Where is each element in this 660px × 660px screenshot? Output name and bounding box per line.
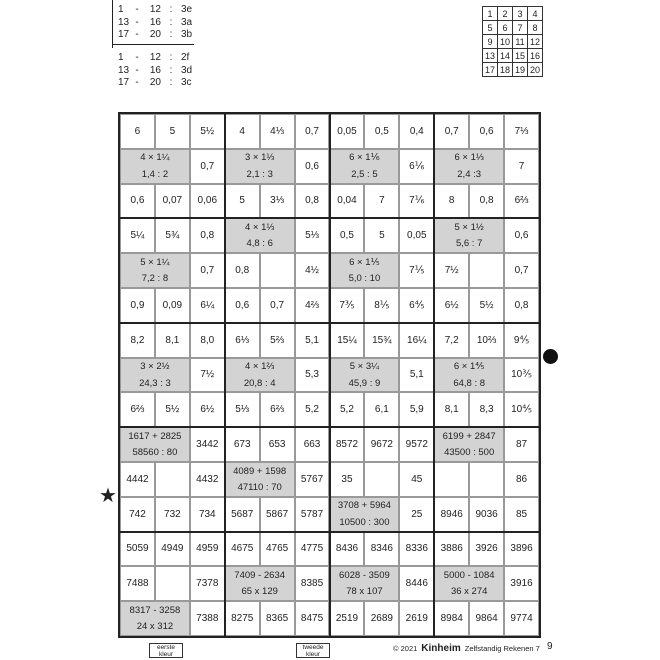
legend-group-2: 1 - 12 : 2f 13 - 16 : 3d 17 - 20 : 3c bbox=[118, 52, 193, 88]
number-grid-cell: 14 bbox=[498, 49, 513, 63]
puzzle-cell[interactable]: 8346 bbox=[364, 532, 399, 567]
puzzle-cell[interactable]: 4675 bbox=[225, 532, 260, 567]
equation-box[interactable] bbox=[120, 427, 190, 462]
puzzle-cell[interactable]: 8,0 bbox=[190, 323, 225, 358]
puzzle-cell[interactable]: 0,6 bbox=[295, 149, 330, 184]
number-grid-cell: 17 bbox=[483, 63, 498, 77]
puzzle-cell[interactable]: 7⅗ bbox=[330, 288, 365, 323]
puzzle-cell[interactable]: 5 bbox=[155, 114, 190, 149]
puzzle-cell[interactable]: 8,1 bbox=[155, 323, 190, 358]
copyright: © 2021 bbox=[393, 644, 418, 653]
equation-box[interactable] bbox=[434, 358, 504, 393]
equation-bottom: 24,3 : 3 bbox=[121, 375, 189, 391]
equation-bottom: 58560 : 80 bbox=[121, 445, 189, 461]
puzzle-cell[interactable]: 663 bbox=[295, 427, 330, 462]
puzzle-cell[interactable]: 0,7 bbox=[504, 253, 539, 288]
puzzle-cell[interactable]: 7⅙ bbox=[399, 184, 434, 219]
puzzle-cell[interactable]: 5787 bbox=[295, 497, 330, 532]
puzzle-cell[interactable]: 732 bbox=[155, 497, 190, 532]
equation-top: 4089 + 1598 bbox=[226, 463, 294, 479]
equation-top: 5 × 1¼ bbox=[121, 254, 189, 270]
equation-bottom: 20,8 : 4 bbox=[226, 375, 294, 391]
puzzle-cell[interactable]: 15¼ bbox=[330, 323, 365, 358]
puzzle-cell[interactable]: 7⅕ bbox=[399, 253, 434, 288]
puzzle-cell[interactable]: 5½ bbox=[190, 114, 225, 149]
puzzle-cell[interactable]: 3896 bbox=[504, 532, 539, 567]
equation-box[interactable] bbox=[120, 253, 190, 288]
puzzle-cell[interactable]: 7378 bbox=[190, 566, 225, 601]
puzzle-cell[interactable]: 0,5 bbox=[330, 218, 365, 253]
puzzle-cell[interactable]: 4⅔ bbox=[295, 288, 330, 323]
equation-box[interactable] bbox=[330, 358, 400, 393]
puzzle-cell[interactable]: 0,8 bbox=[504, 288, 539, 323]
puzzle-cell[interactable]: 3442 bbox=[190, 427, 225, 462]
puzzle-cell[interactable]: 86 bbox=[504, 462, 539, 497]
puzzle-cell[interactable]: 6 bbox=[120, 114, 155, 149]
puzzle-cell[interactable]: 0,04 bbox=[330, 184, 365, 219]
equation-top: 3 × 2½ bbox=[121, 359, 189, 375]
equation-box[interactable] bbox=[434, 427, 504, 462]
puzzle-cell[interactable]: 673 bbox=[225, 427, 260, 462]
star-icon: ★ bbox=[99, 485, 117, 507]
puzzle-cell[interactable]: 0,06 bbox=[190, 184, 225, 219]
puzzle-cell[interactable]: 6½ bbox=[190, 392, 225, 427]
black-dot-marker bbox=[543, 349, 558, 364]
puzzle-cell[interactable]: 15¾ bbox=[364, 323, 399, 358]
puzzle-cell[interactable]: 5059 bbox=[120, 532, 155, 567]
number-grid-cell: 5 bbox=[483, 21, 498, 35]
puzzle-cell[interactable]: 25 bbox=[399, 497, 434, 532]
equation-bottom: 2,5 : 5 bbox=[331, 166, 399, 182]
equation-top: 6199 + 2847 bbox=[435, 428, 503, 444]
puzzle-cell[interactable]: 0,09 bbox=[155, 288, 190, 323]
block-divider-vertical bbox=[224, 112, 226, 638]
equation-bottom: 64,8 : 8 bbox=[435, 375, 503, 391]
equation-bottom: 5,0 : 10 bbox=[331, 271, 399, 287]
puzzle-cell[interactable]: 5¾ bbox=[155, 218, 190, 253]
puzzle-cell[interactable]: 8385 bbox=[295, 566, 330, 601]
puzzle-cell[interactable]: 5⅓ bbox=[225, 392, 260, 427]
puzzle-cell[interactable]: 0,9 bbox=[120, 288, 155, 323]
puzzle-cell[interactable]: 0,7 bbox=[260, 288, 295, 323]
equation-bottom: 1,4 : 2 bbox=[121, 166, 189, 182]
puzzle-cell[interactable]: 653 bbox=[260, 427, 295, 462]
puzzle-cell[interactable]: 10⅘ bbox=[504, 392, 539, 427]
puzzle-cell[interactable]: 5⅔ bbox=[260, 323, 295, 358]
footer bbox=[393, 643, 540, 654]
equation-box[interactable] bbox=[434, 566, 504, 601]
puzzle-cell[interactable]: 4 bbox=[225, 114, 260, 149]
number-grid bbox=[482, 6, 543, 77]
number-grid-cell: 11 bbox=[513, 35, 528, 49]
puzzle-cell[interactable]: 7 bbox=[504, 149, 539, 184]
puzzle-cell[interactable] bbox=[469, 462, 504, 497]
equation-top: 7409 - 2634 bbox=[226, 567, 294, 583]
legend-separator bbox=[112, 44, 194, 45]
equation-top: 5 × 1½ bbox=[435, 219, 503, 235]
puzzle-cell[interactable]: 10⅔ bbox=[469, 323, 504, 358]
puzzle-cell[interactable]: 9672 bbox=[364, 427, 399, 462]
puzzle-cell[interactable]: 6⅘ bbox=[399, 288, 434, 323]
equation-box[interactable] bbox=[330, 566, 400, 601]
puzzle-cell[interactable]: 8,2 bbox=[120, 323, 155, 358]
puzzle-cell[interactable]: 8946 bbox=[434, 497, 469, 532]
puzzle-cell[interactable] bbox=[469, 253, 504, 288]
number-grid-cell: 2 bbox=[498, 7, 513, 21]
puzzle-cell[interactable]: 2519 bbox=[330, 601, 365, 636]
puzzle-cell[interactable]: 6⅔ bbox=[260, 392, 295, 427]
puzzle-cell[interactable]: 8475 bbox=[295, 601, 330, 636]
puzzle-cell[interactable]: 9⅘ bbox=[504, 323, 539, 358]
puzzle-cell[interactable]: 5,1 bbox=[295, 323, 330, 358]
puzzle-cell[interactable]: 3886 bbox=[434, 532, 469, 567]
puzzle-cell[interactable]: 6⅓ bbox=[225, 323, 260, 358]
block-divider-horizontal bbox=[118, 217, 541, 219]
puzzle-cell[interactable]: 0,8 bbox=[295, 184, 330, 219]
brand-logo: Kinheim bbox=[421, 643, 461, 654]
number-grid-cell: 19 bbox=[513, 63, 528, 77]
puzzle-cell[interactable]: 5½ bbox=[155, 392, 190, 427]
puzzle-cell[interactable]: 4765 bbox=[260, 532, 295, 567]
puzzle-cell[interactable]: 7,2 bbox=[434, 323, 469, 358]
equation-box[interactable] bbox=[434, 218, 504, 253]
puzzle-cell[interactable] bbox=[434, 462, 469, 497]
equation-box[interactable] bbox=[225, 566, 295, 601]
equation-top: 6 × 1⅕ bbox=[331, 254, 399, 270]
puzzle-cell[interactable]: 9774 bbox=[504, 601, 539, 636]
equation-top: 4 × 1¼ bbox=[121, 150, 189, 166]
puzzle-cell[interactable]: 0,4 bbox=[399, 114, 434, 149]
puzzle-cell[interactable]: 8 bbox=[434, 184, 469, 219]
puzzle-cell[interactable] bbox=[364, 462, 399, 497]
equation-box[interactable] bbox=[120, 149, 190, 184]
puzzle-cell[interactable]: 0,8 bbox=[469, 184, 504, 219]
puzzle-cell[interactable]: 0,5 bbox=[364, 114, 399, 149]
puzzle-cell[interactable]: 5687 bbox=[225, 497, 260, 532]
number-grid-cell: 20 bbox=[528, 63, 543, 77]
equation-top: 3 × 1⅓ bbox=[226, 150, 294, 166]
puzzle-cell[interactable]: 8984 bbox=[434, 601, 469, 636]
equation-bottom: 36 x 274 bbox=[435, 584, 503, 600]
puzzle-cell[interactable]: 5⅓ bbox=[295, 218, 330, 253]
equation-box[interactable] bbox=[225, 358, 295, 393]
puzzle-cell[interactable]: 7½ bbox=[190, 358, 225, 393]
equation-bottom: 45,9 : 9 bbox=[331, 375, 399, 391]
number-grid-cell: 8 bbox=[528, 21, 543, 35]
puzzle-cell[interactable]: 0,07 bbox=[155, 184, 190, 219]
number-grid-cell: 3 bbox=[513, 7, 528, 21]
puzzle-cell[interactable]: 4959 bbox=[190, 532, 225, 567]
puzzle-cell[interactable]: 0,05 bbox=[330, 114, 365, 149]
puzzle-cell[interactable]: 5,2 bbox=[330, 392, 365, 427]
puzzle-cell[interactable]: 5½ bbox=[469, 288, 504, 323]
equation-bottom: 2,1 : 3 bbox=[226, 166, 294, 182]
number-grid-cell: 13 bbox=[483, 49, 498, 63]
puzzle-cell[interactable]: 6½ bbox=[434, 288, 469, 323]
puzzle-cell[interactable]: 7 bbox=[364, 184, 399, 219]
equation-bottom: 24 x 312 bbox=[121, 619, 189, 635]
equation-top: 6 × 1⅘ bbox=[435, 359, 503, 375]
equation-box[interactable] bbox=[225, 149, 295, 184]
puzzle-cell[interactable]: 0,8 bbox=[225, 253, 260, 288]
puzzle-cell[interactable]: 6⅙ bbox=[399, 149, 434, 184]
equation-top: 8317 - 3258 bbox=[121, 602, 189, 618]
puzzle-cell[interactable]: 6¼ bbox=[190, 288, 225, 323]
puzzle-cell[interactable]: 7½ bbox=[434, 253, 469, 288]
puzzle-cell[interactable]: 2619 bbox=[399, 601, 434, 636]
equation-top: 5 × 3¼ bbox=[331, 359, 399, 375]
puzzle-cell[interactable]: 7⅓ bbox=[504, 114, 539, 149]
puzzle-cell[interactable]: 0,7 bbox=[190, 149, 225, 184]
number-grid-cell: 4 bbox=[528, 7, 543, 21]
puzzle-cell[interactable]: 5,3 bbox=[295, 358, 330, 393]
puzzle-cell[interactable]: 742 bbox=[120, 497, 155, 532]
puzzle-cell[interactable]: 0,8 bbox=[190, 218, 225, 253]
page-number: 9 bbox=[547, 641, 553, 652]
number-grid-cell: 10 bbox=[498, 35, 513, 49]
equation-top: 6 × 1⅙ bbox=[331, 150, 399, 166]
puzzle-cell[interactable]: 35 bbox=[330, 462, 365, 497]
puzzle-cell[interactable]: 6,1 bbox=[364, 392, 399, 427]
puzzle-cell[interactable]: 5,1 bbox=[399, 358, 434, 393]
puzzle-cell[interactable]: 2689 bbox=[364, 601, 399, 636]
puzzle-cell[interactable]: 8436 bbox=[330, 532, 365, 567]
puzzle-cell[interactable]: 0,6 bbox=[504, 218, 539, 253]
puzzle-cell[interactable]: 0,7 bbox=[190, 253, 225, 288]
puzzle-cell[interactable]: 6⅔ bbox=[504, 184, 539, 219]
puzzle-cell[interactable]: 9036 bbox=[469, 497, 504, 532]
puzzle-cell[interactable]: 8⅕ bbox=[364, 288, 399, 323]
equation-box[interactable] bbox=[225, 462, 295, 497]
equation-box[interactable] bbox=[434, 149, 504, 184]
puzzle-cell[interactable]: 5867 bbox=[260, 497, 295, 532]
puzzle-cell[interactable]: 8,1 bbox=[434, 392, 469, 427]
equation-top: 6 × 1⅓ bbox=[435, 150, 503, 166]
equation-bottom: 43500 : 500 bbox=[435, 445, 503, 461]
puzzle-cell[interactable]: 8572 bbox=[330, 427, 365, 462]
equation-bottom: 5,6 : 7 bbox=[435, 236, 503, 252]
number-grid-cell: 6 bbox=[498, 21, 513, 35]
puzzle-cell[interactable]: 4442 bbox=[120, 462, 155, 497]
block-divider-horizontal bbox=[118, 531, 541, 533]
equation-bottom: 78 x 107 bbox=[331, 584, 399, 600]
legend-group-1: 1 - 12 : 3e 13 - 16 : 3a 17 - 20 : 3b bbox=[118, 4, 193, 40]
equation-box[interactable] bbox=[330, 149, 400, 184]
number-grid-cell: 7 bbox=[513, 21, 528, 35]
equation-box[interactable] bbox=[225, 218, 295, 253]
puzzle-cell[interactable]: 3926 bbox=[469, 532, 504, 567]
puzzle-cell[interactable]: 8,3 bbox=[469, 392, 504, 427]
puzzle-cell[interactable]: 0,7 bbox=[295, 114, 330, 149]
number-grid-cell: 9 bbox=[483, 35, 498, 49]
puzzle-cell[interactable]: 4775 bbox=[295, 532, 330, 567]
block-divider-vertical bbox=[433, 112, 435, 638]
puzzle-cell[interactable]: 3916 bbox=[504, 566, 539, 601]
book-title: Zelfstandig Rekenen 7 bbox=[464, 644, 540, 653]
number-grid-cell: 15 bbox=[513, 49, 528, 63]
puzzle-cell[interactable]: 4432 bbox=[190, 462, 225, 497]
legend-rule bbox=[112, 0, 113, 48]
equation-bottom: 10500 : 300 bbox=[331, 514, 399, 530]
equation-bottom: 2,4 :3 bbox=[435, 166, 503, 182]
equation-top: 5000 - 1084 bbox=[435, 567, 503, 583]
equation-box[interactable] bbox=[120, 358, 190, 393]
puzzle-cell[interactable]: 734 bbox=[190, 497, 225, 532]
puzzle-cell[interactable]: 5¼ bbox=[120, 218, 155, 253]
equation-bottom: 47110 : 70 bbox=[226, 479, 294, 495]
puzzle-cell[interactable]: 6⅔ bbox=[120, 392, 155, 427]
puzzle-cell[interactable]: 0,05 bbox=[399, 218, 434, 253]
puzzle-cell[interactable]: 0,6 bbox=[120, 184, 155, 219]
puzzle-cell[interactable]: 9864 bbox=[469, 601, 504, 636]
puzzle-cell[interactable]: 3⅓ bbox=[260, 184, 295, 219]
puzzle-cell[interactable]: 4949 bbox=[155, 532, 190, 567]
equation-box[interactable] bbox=[120, 601, 190, 636]
puzzle-cell[interactable]: 0,6 bbox=[225, 288, 260, 323]
puzzle-cell[interactable] bbox=[260, 253, 295, 288]
number-grid-cell: 1 bbox=[483, 7, 498, 21]
puzzle-cell[interactable]: 0,7 bbox=[434, 114, 469, 149]
puzzle-cell[interactable]: 5,9 bbox=[399, 392, 434, 427]
puzzle-cell[interactable] bbox=[155, 462, 190, 497]
puzzle-cell[interactable]: 9572 bbox=[399, 427, 434, 462]
second-color-box[interactable]: tweede kleur bbox=[296, 643, 330, 658]
equation-bottom: 65 x 129 bbox=[226, 584, 294, 600]
equation-top: 6028 - 3509 bbox=[331, 567, 399, 583]
first-color-box[interactable]: eerste kleur bbox=[149, 643, 183, 658]
number-grid-cell: 12 bbox=[528, 35, 543, 49]
equation-bottom: 4,8 : 6 bbox=[226, 236, 294, 252]
puzzle-cell[interactable]: 8365 bbox=[260, 601, 295, 636]
block-divider-horizontal bbox=[118, 322, 541, 324]
puzzle-cell[interactable]: 5 bbox=[364, 218, 399, 253]
block-divider-vertical bbox=[329, 112, 331, 638]
number-grid-cell: 18 bbox=[498, 63, 513, 77]
equation-bottom: 7,2 : 8 bbox=[121, 271, 189, 287]
block-divider-horizontal bbox=[118, 426, 541, 428]
puzzle-cell[interactable]: 5767 bbox=[295, 462, 330, 497]
equation-top: 1617 + 2825 bbox=[121, 428, 189, 444]
puzzle-cell[interactable]: 10⅗ bbox=[504, 358, 539, 393]
puzzle-cell[interactable]: 7388 bbox=[190, 601, 225, 636]
puzzle-cell[interactable]: 8336 bbox=[399, 532, 434, 567]
puzzle-cell[interactable]: 16¼ bbox=[399, 323, 434, 358]
puzzle-cell[interactable]: 0,6 bbox=[469, 114, 504, 149]
equation-box[interactable] bbox=[330, 497, 400, 532]
puzzle-cell[interactable]: 5,2 bbox=[295, 392, 330, 427]
equation-top: 4 × 1⅔ bbox=[226, 359, 294, 375]
puzzle-cell[interactable]: 4½ bbox=[295, 253, 330, 288]
puzzle-cell[interactable]: 87 bbox=[504, 427, 539, 462]
equation-box[interactable] bbox=[330, 253, 400, 288]
number-grid-cell: 16 bbox=[528, 49, 543, 63]
equation-top: 3708 + 5964 bbox=[331, 498, 399, 514]
puzzle-cell[interactable]: 85 bbox=[504, 497, 539, 532]
equation-top: 4 × 1⅓ bbox=[226, 219, 294, 235]
puzzle-cell[interactable]: 8446 bbox=[399, 566, 434, 601]
puzzle-cell[interactable]: 5 bbox=[225, 184, 260, 219]
puzzle-cell[interactable]: 45 bbox=[399, 462, 434, 497]
puzzle-cell[interactable]: 4⅓ bbox=[260, 114, 295, 149]
puzzle-cell[interactable]: 8275 bbox=[225, 601, 260, 636]
puzzle-cell[interactable]: 7488 bbox=[120, 566, 155, 601]
puzzle-cell[interactable] bbox=[155, 566, 190, 601]
